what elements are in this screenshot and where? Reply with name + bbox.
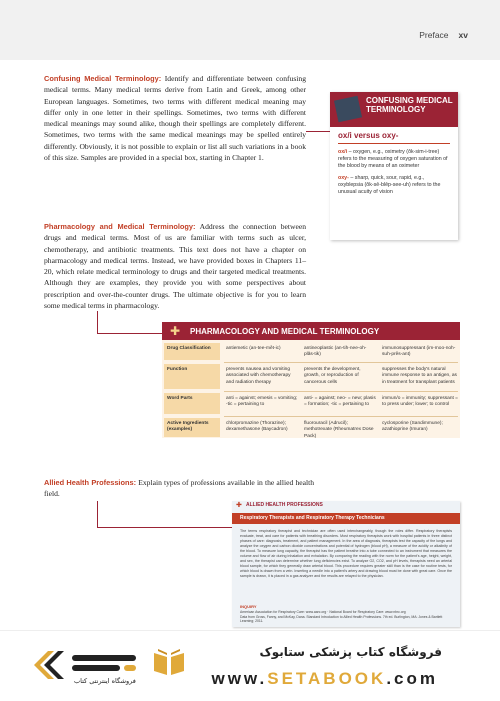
url-suffix: .com xyxy=(386,669,438,688)
allied-text: Explain types of professions available in the allied health field. xyxy=(44,478,314,499)
logo-subtitle: فروشگاه اینترنتی کتاب xyxy=(74,677,136,685)
page-header xyxy=(0,0,500,60)
setabook-logo xyxy=(28,645,146,687)
row-label: Drug Classification xyxy=(164,343,220,360)
divider xyxy=(338,143,450,144)
allied-box-footer xyxy=(240,610,452,624)
inquiry-label: INQUIRY xyxy=(240,604,257,609)
table-cell: immun/o = immunity; suppressant = to press under; lower; to control xyxy=(382,396,458,408)
pharmacology-box-header xyxy=(162,322,460,340)
confusing-lead: Confusing Medical Terminology: xyxy=(44,74,162,83)
allied-box-body: The terms respiratory therapist and technician are often used interchangeably, though the roles differ. Respiratory therapists evaluate, treat, and care for patients with breathing disorders. Most respiratory therapists work with hospital patients in three distinct phases of care: diagnosis, treatment, and patient management. In the area of diagnosis, therapists test the capacity of the lungs and analyze the oxygen and carbon dioxide concentrations and potential of hydrogen (blood pH), a measure of the acidity or alkalinity of the blood. To measure lung capacity, the therapist has the patient breathe into a tube connected to an instrument that measures the volume and flow of air during inhalation and exhalation. By comparing the reading with the norm for the patient's age, height, weight, and sex, the therapist can determine whether lung deficiencies exist. To analyze O2, CO2, and pH levels, therapists need an arterial blood sample, for which they generally draw arterial blood. This procedure requires greater skill than is the case for routine tests, for which blood is drawn from a vein. Inserting a needle into a patient's artery and drawing blood must be done with great care. Once the sample is drawn, it is placed in a gas analyzer and the results are relayed to the physician. xyxy=(240,529,452,578)
row-label: Function xyxy=(164,364,220,389)
running-head xyxy=(419,30,468,40)
allied-lead: Allied Health Professions: xyxy=(44,478,137,487)
confusing-box-header xyxy=(330,92,458,127)
pharmacology-box-title: PHARMACOLOGY AND MEDICAL TERMINOLOGY xyxy=(190,327,380,336)
allied-health-box xyxy=(232,501,460,627)
pharmacology-table-box xyxy=(162,322,460,438)
confusing-paragraph xyxy=(44,73,306,163)
connector-line xyxy=(97,501,233,528)
confusing-entry xyxy=(338,175,450,196)
confusing-box-title: CONFUSING MEDICAL TERMINOLOGY xyxy=(366,96,453,114)
connector-line xyxy=(306,131,330,132)
allied-box-header xyxy=(232,501,460,510)
entry-text: – sharp, quick, sour, rapid, e.g., oxyblepsia (ŏk-sē-blěp-see-uh) refers to the unusual acuity of vision xyxy=(338,175,441,195)
table-row xyxy=(162,393,460,415)
table-cell: prevents the development, growth, or reproduction of cancerous cells xyxy=(304,367,361,385)
confusing-text: Identify and differentiate between confusing medical terms. Many medical terms derive from Latin and Greek, among other European languages. Sometimes, two terms with different medical meaning may differ only in one letter in their spellings. Sometimes, two terms with different medical meanings may sound alike, though their spellings are completely different. Sometimes, two terms with the same medical meanings may be spelled entirely differently. Obviously, it is not possible to explain or list all such variations in a book of this size. Samples are provided in a special box, starting in Chapter 1. xyxy=(44,74,306,163)
open-book-icon xyxy=(150,643,188,681)
confusing-terminology-box xyxy=(330,92,458,240)
store-url[interactable] xyxy=(211,669,438,689)
table-row xyxy=(162,343,460,361)
allied-box-title: Respiratory Therapists and Respiratory Therapy Technicians xyxy=(240,515,385,521)
confusing-entry xyxy=(338,149,450,170)
pharmacology-text: Address the connection between drugs and medical terms. Most of us are familiar with terms such as ulcer, chemotherapy, and antibiotic treatments. This text does not have a chapter on pharmacology and medical terms. Instead, we have provided boxes in Chapters 11–20, which relate medical terminology to drugs and their targeted medical treatments. Although they are examples, they provide you with some perspectives about prescription and over-the-counter drugs. The ultimate objective is for you to learn some medical terms in pharmacology. xyxy=(44,222,306,311)
table-cell: cyclosporine (Sandimmune); azathioprine (Imuran) xyxy=(382,421,443,433)
section-title: Preface xyxy=(419,30,449,40)
table-cell: fluorouracil (Adrucil); methotrexate (Rheumatrex Dose Pack) xyxy=(304,421,374,439)
connector-line xyxy=(97,311,163,334)
row-divider xyxy=(224,416,458,417)
table-cell: antineoplastic (an-tih-nee-oh-plăs-tik) xyxy=(304,346,367,358)
url-prefix: www. xyxy=(211,669,268,688)
publisher-footer xyxy=(0,630,500,701)
row-divider xyxy=(224,362,458,363)
entry-term: ox/i xyxy=(338,149,348,155)
medical-cross-icon: ✚ xyxy=(236,501,242,509)
pill-icon: ✚ xyxy=(170,324,181,338)
table-cell: prevents nausea and vomiting associated with chemotherapy and radiation therapy xyxy=(226,367,291,385)
table-cell: anti- = against; neo- = new; plasis = formation; -tic = pertaining to xyxy=(304,396,376,408)
source-note: Data from Gross, Fanny, and McKay, Dana. Standard Introduction to Allied Health Professions. 7th ed. Burlington, MA: Jones & Bartlett Learning; 2011. xyxy=(240,614,443,623)
table-row xyxy=(162,418,460,437)
store-name: فروشگاه کتاب پزشکی ستابوک xyxy=(259,645,442,659)
row-divider xyxy=(224,391,458,392)
entry-text: – oxygen, e.g., oximetry (ŏk-sim-i-tree) refers to the measuring of oxygen saturation of the blood by means of an oximeter xyxy=(338,149,448,169)
url-domain: SETABOOK xyxy=(267,669,387,688)
confusing-box-subtitle: ox/i versus oxy- xyxy=(338,131,399,140)
pharmacology-paragraph xyxy=(44,221,306,311)
allied-box-label: ALLIED HEALTH PROFESSIONS xyxy=(246,502,323,508)
table-cell: suppresses the body's natural immune response to an antigen, as in treatment for transplant patients xyxy=(382,367,457,385)
inquiry-text: American Association for Respiratory Care: www.aarc.org · National Board for Respiratory Care: www.nbrc.org xyxy=(240,610,406,614)
allied-paragraph xyxy=(44,477,314,500)
book-icon xyxy=(334,96,362,123)
table-cell: anti = against; emesis = vomiting; -tic = pertaining to xyxy=(226,396,298,408)
row-label: Word Parts xyxy=(164,393,220,414)
entry-term: oxy- xyxy=(338,175,349,181)
allied-box-title-band xyxy=(232,513,460,524)
page-number: xv xyxy=(458,30,468,40)
pharmacology-lead: Pharmacology and Medical Terminology: xyxy=(44,222,196,231)
table-cell: immunosuppressant (im-moo-noh-suh-prěs-ant) xyxy=(382,346,456,358)
row-label: Active Ingredients (examples) xyxy=(164,418,220,437)
table-row xyxy=(162,364,460,390)
table-cell: chlorpromazine (Thorazine); dexamethasone (Baycadron) xyxy=(226,421,288,433)
table-cell: antiemetic (an-tee-mět-ic) xyxy=(226,346,281,351)
